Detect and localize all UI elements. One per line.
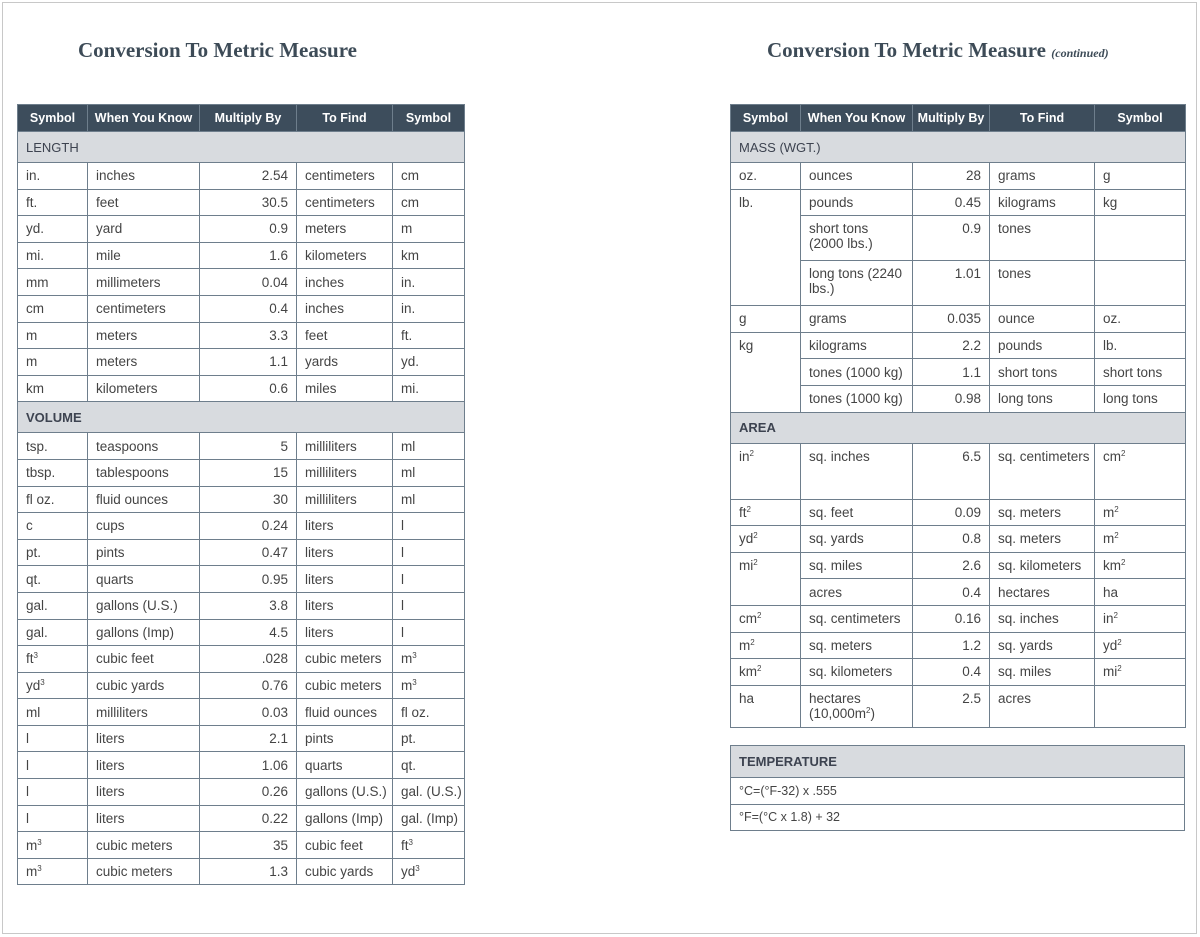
multiply-by-cell: 2.1 (200, 725, 297, 752)
section-row (18, 402, 465, 433)
table-row (18, 433, 465, 460)
table-row (731, 359, 1186, 386)
table-row (18, 592, 465, 619)
multiply-by-cell: 0.03 (200, 699, 297, 726)
table-row (18, 486, 465, 513)
when-you-know-cell: grams (801, 306, 913, 333)
symbol-cell: $ft^2$ (731, 499, 801, 526)
symbol-cell: $yd^3$ (18, 672, 88, 699)
when-you-know-cell: yard (88, 216, 200, 243)
symbol-cell (731, 579, 801, 606)
symbol-cell: g (731, 306, 801, 333)
multiply-by-cell: 5 (200, 433, 297, 460)
when-you-know-cell: millimeters (88, 269, 200, 296)
to-find-cell: kilometers (297, 242, 393, 269)
multiply-by-cell: 0.95 (200, 566, 297, 593)
to-find-cell: fluid ounces (297, 699, 393, 726)
when-you-know-cell: teaspoons (88, 433, 200, 460)
multiply-by-cell: 1.1 (913, 359, 990, 386)
col-header: Symbol (18, 105, 88, 132)
multiply-by-cell: 15 (200, 459, 297, 486)
table-row (731, 659, 1186, 686)
result-symbol-cell: g (1095, 163, 1186, 190)
symbol-cell (731, 261, 801, 306)
table-row (731, 499, 1186, 526)
multiply-by-cell: 1.3 (200, 858, 297, 885)
result-symbol-cell: long tons (1095, 385, 1186, 412)
to-find-cell: centimeters (297, 189, 393, 216)
symbol-cell (731, 216, 801, 261)
result-symbol-cell: $m^3$ (393, 646, 465, 673)
table-row (18, 832, 465, 859)
symbol-cell: m (18, 349, 88, 376)
to-find-cell: sq. inches (990, 605, 1095, 632)
symbol-cell: qt. (18, 566, 88, 593)
to-find-cell: milliliters (297, 486, 393, 513)
to-find-cell: tones (990, 261, 1095, 306)
table-row (18, 242, 465, 269)
col-header: When You Know (88, 105, 200, 132)
table-row (18, 672, 465, 699)
when-you-know-cell: pints (88, 539, 200, 566)
multiply-by-cell: 0.9 (200, 216, 297, 243)
temperature-formula: °F=(°C x 1.8) + 32 (731, 804, 1185, 831)
table-row (18, 322, 465, 349)
table-row (18, 539, 465, 566)
multiply-by-cell: 3.3 (200, 322, 297, 349)
when-you-know-cell: sq. yards (801, 526, 913, 553)
result-symbol-cell: l (393, 513, 465, 540)
symbol-cell: oz. (731, 163, 801, 190)
result-symbol-cell: fl oz. (393, 699, 465, 726)
section-mass: MASS (WGT.) (731, 132, 1186, 163)
table-row (18, 163, 465, 190)
multiply-by-cell: 2.5 (913, 685, 990, 727)
col-header: Multiply By (913, 105, 990, 132)
result-symbol-cell: l (393, 619, 465, 646)
multiply-by-cell: 1.06 (200, 752, 297, 779)
to-find-cell: liters (297, 619, 393, 646)
table-row (731, 552, 1186, 579)
when-you-know-cell: mile (88, 242, 200, 269)
result-symbol-cell: $ft^3$ (393, 832, 465, 859)
multiply-by-cell: 30 (200, 486, 297, 513)
symbol-cell: m (18, 322, 88, 349)
when-you-know-cell: hectares $(10,000m^2)$ (801, 685, 913, 727)
table-row (18, 619, 465, 646)
symbol-cell: c (18, 513, 88, 540)
to-find-cell: acres (990, 685, 1095, 727)
multiply-by-cell: 0.09 (913, 499, 990, 526)
when-you-know-cell: liters (88, 725, 200, 752)
when-you-know-cell: gallons (Imp) (88, 619, 200, 646)
result-symbol-cell: lb. (1095, 332, 1186, 359)
length-volume-table (17, 104, 465, 885)
symbol-cell: $mi^2$ (731, 552, 801, 579)
multiply-by-cell: 0.24 (200, 513, 297, 540)
result-symbol-cell: mi. (393, 375, 465, 402)
to-find-cell: pints (297, 725, 393, 752)
when-you-know-cell: sq. inches (801, 443, 913, 499)
when-you-know-cell: sq. centimeters (801, 605, 913, 632)
to-find-cell: milliliters (297, 433, 393, 460)
multiply-by-cell: 0.76 (200, 672, 297, 699)
result-symbol-cell: ml (393, 459, 465, 486)
multiply-by-cell: 28 (913, 163, 990, 190)
multiply-by-cell: 0.16 (913, 605, 990, 632)
to-find-cell: inches (297, 269, 393, 296)
to-find-cell: inches (297, 295, 393, 322)
to-find-cell: liters (297, 513, 393, 540)
symbol-cell: $m^3$ (18, 858, 88, 885)
symbol-cell: pt. (18, 539, 88, 566)
section-row (731, 412, 1186, 443)
result-symbol-cell: l (393, 592, 465, 619)
table-row (731, 163, 1186, 190)
when-you-know-cell: quarts (88, 566, 200, 593)
table-row (731, 632, 1186, 659)
when-you-know-cell: liters (88, 752, 200, 779)
result-symbol-cell: qt. (393, 752, 465, 779)
to-find-cell: ounce (990, 306, 1095, 333)
multiply-by-cell: 0.4 (913, 659, 990, 686)
result-symbol-cell: $yd^3$ (393, 858, 465, 885)
table-header-row (731, 105, 1186, 132)
table-row (18, 566, 465, 593)
result-symbol-cell: pt. (393, 725, 465, 752)
multiply-by-cell: 0.8 (913, 526, 990, 553)
symbol-cell: mm (18, 269, 88, 296)
to-find-cell: quarts (297, 752, 393, 779)
when-you-know-cell: tones (1000 kg) (801, 385, 913, 412)
multiply-by-cell: 1.1 (200, 349, 297, 376)
symbol-cell: tbsp. (18, 459, 88, 486)
table-row (18, 216, 465, 243)
to-find-cell: gallons (U.S.) (297, 779, 393, 806)
result-symbol-cell: km (393, 242, 465, 269)
col-header: To Find (990, 105, 1095, 132)
result-symbol-cell: $in^2$ (1095, 605, 1186, 632)
col-header: When You Know (801, 105, 913, 132)
when-you-know-cell: short tons (2000 lbs.) (801, 216, 913, 261)
result-symbol-cell: ml (393, 486, 465, 513)
to-find-cell: gallons (Imp) (297, 805, 393, 832)
when-you-know-cell: inches (88, 163, 200, 190)
table-header-row (18, 105, 465, 132)
table-row (731, 261, 1186, 306)
multiply-by-cell: 0.4 (913, 579, 990, 606)
result-symbol-cell (1095, 261, 1186, 306)
temperature-formula: °C=(°F-32) x .555 (731, 778, 1185, 805)
table-row (18, 513, 465, 540)
col-header: Symbol (393, 105, 465, 132)
when-you-know-cell: pounds (801, 189, 913, 216)
table-row (731, 306, 1186, 333)
when-you-know-cell: acres (801, 579, 913, 606)
when-you-know-cell: tones (1000 kg) (801, 359, 913, 386)
multiply-by-cell: 0.6 (200, 375, 297, 402)
when-you-know-cell: liters (88, 805, 200, 832)
symbol-cell: ml (18, 699, 88, 726)
multiply-by-cell: 2.6 (913, 552, 990, 579)
when-you-know-cell: kilograms (801, 332, 913, 359)
table-row (18, 349, 465, 376)
when-you-know-cell: cubic feet (88, 646, 200, 673)
table-row (731, 216, 1186, 261)
to-find-cell: grams (990, 163, 1095, 190)
to-find-cell: sq. yards (990, 632, 1095, 659)
result-symbol-cell: m (393, 216, 465, 243)
multiply-by-cell: 35 (200, 832, 297, 859)
table-row (731, 443, 1186, 499)
table-row (18, 269, 465, 296)
result-symbol-cell: gal. (U.S.) (393, 779, 465, 806)
table-row (18, 189, 465, 216)
multiply-by-cell: 1.01 (913, 261, 990, 306)
to-find-cell: pounds (990, 332, 1095, 359)
to-find-cell: miles (297, 375, 393, 402)
table-row (731, 605, 1186, 632)
table-row (731, 579, 1186, 606)
multiply-by-cell: 1.6 (200, 242, 297, 269)
result-symbol-cell: short tons (1095, 359, 1186, 386)
when-you-know-cell: liters (88, 779, 200, 806)
when-you-know-cell: tablespoons (88, 459, 200, 486)
when-you-know-cell: kilometers (88, 375, 200, 402)
symbol-cell: l (18, 752, 88, 779)
symbol-cell: ha (731, 685, 801, 727)
symbol-cell: tsp. (18, 433, 88, 460)
table-row (18, 699, 465, 726)
when-you-know-cell: gallons (U.S.) (88, 592, 200, 619)
symbol-cell: gal. (18, 592, 88, 619)
section-row (731, 132, 1186, 163)
col-header: Symbol (731, 105, 801, 132)
symbol-cell: in. (18, 163, 88, 190)
multiply-by-cell: 0.47 (200, 539, 297, 566)
when-you-know-cell: long tons (2240 lbs.) (801, 261, 913, 306)
mass-area-table (730, 104, 1186, 728)
multiply-by-cell: 3.8 (200, 592, 297, 619)
symbol-cell: kg (731, 332, 801, 359)
multiply-by-cell: 2.54 (200, 163, 297, 190)
to-find-cell: liters (297, 592, 393, 619)
table-row (18, 805, 465, 832)
section-length: LENGTH (18, 132, 465, 163)
table-row (731, 385, 1186, 412)
result-symbol-cell: $m^3$ (393, 672, 465, 699)
multiply-by-cell: 2.2 (913, 332, 990, 359)
multiply-by-cell: 0.035 (913, 306, 990, 333)
when-you-know-cell: feet (88, 189, 200, 216)
result-symbol-cell: kg (1095, 189, 1186, 216)
to-find-cell: cubic feet (297, 832, 393, 859)
result-symbol-cell: oz. (1095, 306, 1186, 333)
multiply-by-cell: 0.04 (200, 269, 297, 296)
to-find-cell: centimeters (297, 163, 393, 190)
result-symbol-cell: $yd^2$ (1095, 632, 1186, 659)
when-you-know-cell: sq. feet (801, 499, 913, 526)
result-symbol-cell: cm (393, 163, 465, 190)
when-you-know-cell: cubic yards (88, 672, 200, 699)
to-find-cell: hectares (990, 579, 1095, 606)
table-row (18, 752, 465, 779)
when-you-know-cell: fluid ounces (88, 486, 200, 513)
table-row (18, 858, 465, 885)
symbol-cell: l (18, 779, 88, 806)
symbol-cell: l (18, 725, 88, 752)
table-row (18, 375, 465, 402)
section-volume: VOLUME (18, 402, 465, 433)
symbol-cell: $cm^2$ (731, 605, 801, 632)
multiply-by-cell: 0.26 (200, 779, 297, 806)
symbol-cell: yd. (18, 216, 88, 243)
symbol-cell: $m^2$ (731, 632, 801, 659)
symbol-cell: cm (18, 295, 88, 322)
to-find-cell: tones (990, 216, 1095, 261)
table-row (731, 189, 1186, 216)
col-header: To Find (297, 105, 393, 132)
multiply-by-cell: 1.2 (913, 632, 990, 659)
to-find-cell: cubic meters (297, 646, 393, 673)
when-you-know-cell: sq. kilometers (801, 659, 913, 686)
to-find-cell: feet (297, 322, 393, 349)
page-title-right: Conversion To Metric Measure (continued) (767, 38, 1109, 62)
to-find-cell: sq. miles (990, 659, 1095, 686)
when-you-know-cell: meters (88, 349, 200, 376)
page-title-left: Conversion To Metric Measure (78, 38, 357, 62)
symbol-cell: $ft^3$ (18, 646, 88, 673)
when-you-know-cell: cubic meters (88, 858, 200, 885)
to-find-cell: yards (297, 349, 393, 376)
to-find-cell: sq. kilometers (990, 552, 1095, 579)
to-find-cell: meters (297, 216, 393, 243)
symbol-cell (731, 359, 801, 386)
result-symbol-cell: yd. (393, 349, 465, 376)
table-row (18, 295, 465, 322)
to-find-cell: cubic meters (297, 672, 393, 699)
symbol-cell: $in^2$ (731, 443, 801, 499)
symbol-cell: l (18, 805, 88, 832)
symbol-cell: gal. (18, 619, 88, 646)
when-you-know-cell: cups (88, 513, 200, 540)
result-symbol-cell: $m^2$ (1095, 526, 1186, 553)
table-row (731, 685, 1186, 727)
table-row (18, 779, 465, 806)
result-symbol-cell: $cm^2$ (1095, 443, 1186, 499)
when-you-know-cell: sq. meters (801, 632, 913, 659)
symbol-cell: mi. (18, 242, 88, 269)
result-symbol-cell (1095, 685, 1186, 727)
result-symbol-cell: l (393, 539, 465, 566)
to-find-cell: sq. centimeters (990, 443, 1095, 499)
to-find-cell: sq. meters (990, 499, 1095, 526)
symbol-cell: lb. (731, 189, 801, 216)
multiply-by-cell: 0.4 (200, 295, 297, 322)
result-symbol-cell: $km^2$ (1095, 552, 1186, 579)
to-find-cell: cubic yards (297, 858, 393, 885)
result-symbol-cell (1095, 216, 1186, 261)
multiply-by-cell: 0.22 (200, 805, 297, 832)
when-you-know-cell: meters (88, 322, 200, 349)
table-row (18, 646, 465, 673)
to-find-cell: milliliters (297, 459, 393, 486)
multiply-by-cell: 6.5 (913, 443, 990, 499)
multiply-by-cell: 30.5 (200, 189, 297, 216)
multiply-by-cell: 0.45 (913, 189, 990, 216)
col-header: Multiply By (200, 105, 297, 132)
result-symbol-cell: in. (393, 269, 465, 296)
section-row (18, 132, 465, 163)
result-symbol-cell: l (393, 566, 465, 593)
table-row (731, 526, 1186, 553)
to-find-cell: liters (297, 539, 393, 566)
table-row (731, 332, 1186, 359)
symbol-cell: fl oz. (18, 486, 88, 513)
to-find-cell: sq. meters (990, 526, 1095, 553)
when-you-know-cell: centimeters (88, 295, 200, 322)
multiply-by-cell: .028 (200, 646, 297, 673)
title-continued: (continued) (1051, 46, 1109, 60)
result-symbol-cell: $m^2$ (1095, 499, 1186, 526)
when-you-know-cell: sq. miles (801, 552, 913, 579)
result-symbol-cell: ha (1095, 579, 1186, 606)
multiply-by-cell: 4.5 (200, 619, 297, 646)
when-you-know-cell: ounces (801, 163, 913, 190)
temperature-table (730, 745, 1185, 831)
section-temperature: TEMPERATURE (731, 746, 1185, 778)
symbol-cell: km (18, 375, 88, 402)
result-symbol-cell: cm (393, 189, 465, 216)
to-find-cell: short tons (990, 359, 1095, 386)
result-symbol-cell: gal. (Imp) (393, 805, 465, 832)
symbol-cell: $m^3$ (18, 832, 88, 859)
result-symbol-cell: ml (393, 433, 465, 460)
symbol-cell: $km^2$ (731, 659, 801, 686)
to-find-cell: long tons (990, 385, 1095, 412)
symbol-cell (731, 385, 801, 412)
section-area: AREA (731, 412, 1186, 443)
table-row (18, 459, 465, 486)
multiply-by-cell: 0.98 (913, 385, 990, 412)
to-find-cell: liters (297, 566, 393, 593)
symbol-cell: $yd^2$ (731, 526, 801, 553)
when-you-know-cell: milliliters (88, 699, 200, 726)
result-symbol-cell: in. (393, 295, 465, 322)
symbol-cell: ft. (18, 189, 88, 216)
multiply-by-cell: 0.9 (913, 216, 990, 261)
col-header: Symbol (1095, 105, 1186, 132)
result-symbol-cell: ft. (393, 322, 465, 349)
to-find-cell: kilograms (990, 189, 1095, 216)
when-you-know-cell: cubic meters (88, 832, 200, 859)
table-row (18, 725, 465, 752)
result-symbol-cell: $mi^2$ (1095, 659, 1186, 686)
